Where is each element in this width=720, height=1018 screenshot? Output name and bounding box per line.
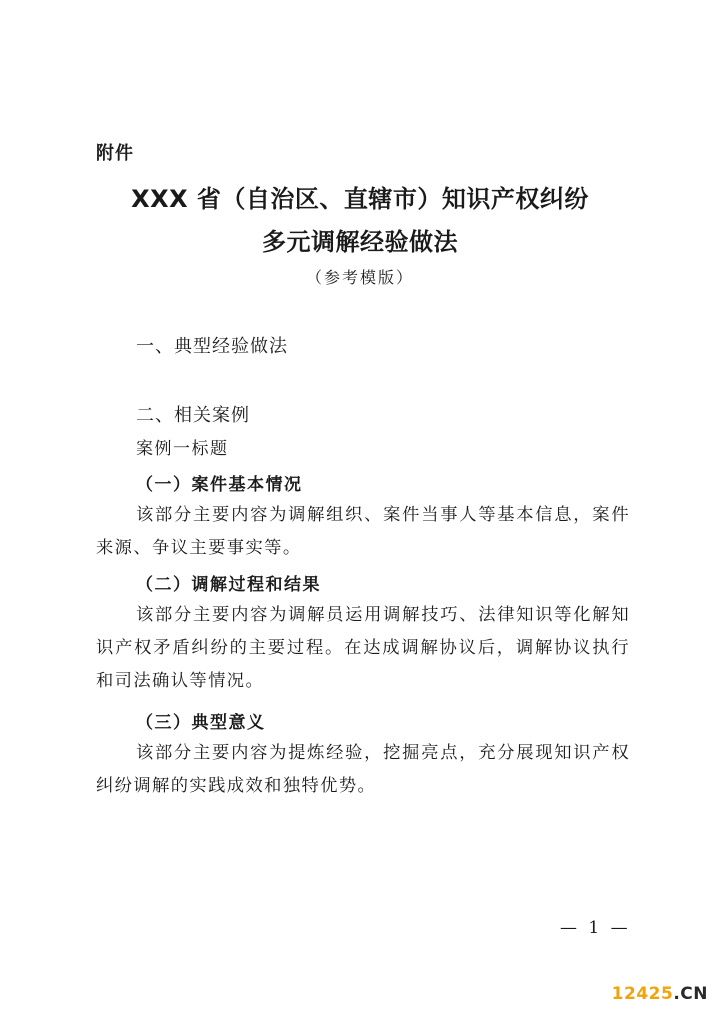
case-title: 案例一标题 [136, 439, 229, 459]
section1-heading: 一、典型经验做法 [136, 336, 288, 357]
sub3-heading: （三）典型意义 [136, 713, 266, 733]
sub1-heading: （一）案件基本情况 [136, 475, 303, 495]
sub2-paragraph: 该部分主要内容为调解员运用调解技巧、法律知识等化解知识产权矛盾纠纷的主要过程。在达成调解协议后，调解协议执行和司法确认等情况。 [96, 605, 630, 691]
site-watermark [612, 984, 708, 1004]
section2-heading: 二、相关案例 [136, 405, 250, 426]
page-number: — 1 — [560, 918, 631, 938]
document-title-line2: 多元调解经验做法 [262, 228, 458, 256]
sub1-paragraph: 该部分主要内容为调解组织、案件当事人等基本信息，案件来源、争议主要事实等。 [96, 505, 630, 558]
watermark-domain: .CN [673, 984, 708, 1004]
sub3-paragraph: 该部分主要内容为提炼经验，挖掘亮点，充分展现知识产权纠纷调解的实践成效和独特优势。 [96, 743, 630, 796]
watermark-number: 12425 [611, 984, 674, 1004]
document-subtitle: （参考模版） [305, 268, 414, 287]
attachment-label: 附件 [96, 143, 134, 164]
document-title-line1: XXX 省（自治区、直辖市）知识产权纠纷 [131, 185, 589, 213]
sub2-heading: （二）调解过程和结果 [136, 575, 321, 595]
